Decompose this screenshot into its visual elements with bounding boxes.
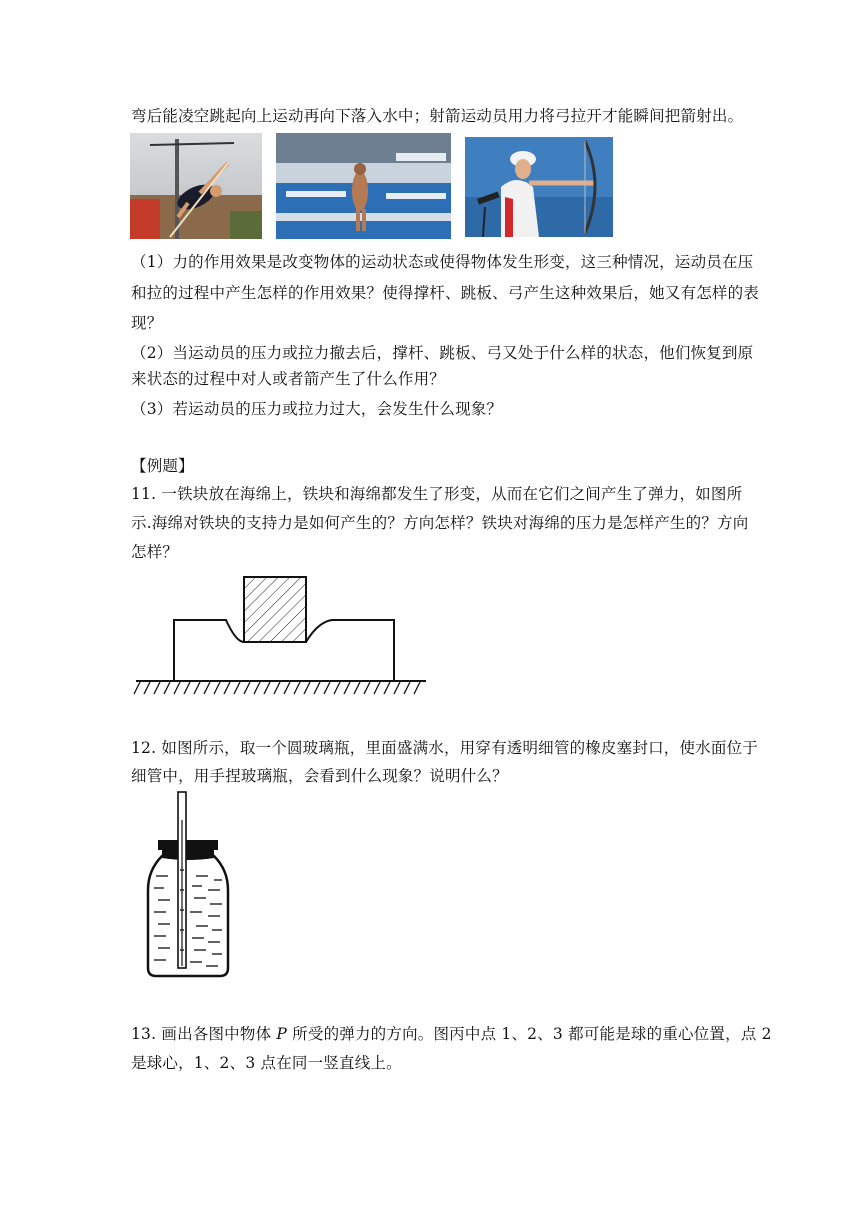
object-p-label: P [276,1025,288,1043]
problem-11-line-1: 11. 一铁块放在海绵上，铁块和海绵都发生了形变，从而在它们之间产生了弹力，如图所 [131,485,743,503]
question-1-line-2: 和拉的过程中产生怎样的作用效果？使得撑杆、跳板、弓产生这种效果后，她又有怎样的表 [131,284,760,302]
rubber-stopper [158,840,218,850]
problem-13-line-2: 是球心，1、2、3 点在同一竖直线上。 [131,1054,402,1072]
problem-13-text-a: 13. 画出各图中物体 [131,1025,277,1043]
diving-photo [276,133,451,239]
intro-text: 弯后能凌空跳起向上运动再向下落入水中；射箭运动员用力将弓拉开才能瞬间把箭射出。 [131,107,744,125]
pole-vault-photo [130,133,262,239]
problem-11-line-3: 怎样？ [131,543,179,561]
iron-block-sponge-figure [134,574,434,698]
question-1-line-1: （1）力的作用效果是改变物体的运动状态或使得物体发生形变，这三种情况，运动员在压 [131,253,754,271]
water-marks [154,870,222,966]
ground-hatch [134,682,420,694]
question-2-line-2: 来状态的过程中对人或者箭产生了什么作用？ [131,370,446,388]
example-heading: 【例题】 [131,457,194,475]
question-3: （3）若运动员的压力或拉力过大，会发生什么现象？ [131,400,503,418]
question-1-line-3: 现？ [131,314,163,332]
problem-11-line-2: 示.海绵对铁块的支持力是如何产生的？方向怎样？铁块对海绵的压力是怎样产生的？方向 [131,514,749,532]
question-2-line-1: （2）当运动员的压力或拉力撤去后，撑杆、跳板、弓又处于什么样的状态，他们恢复到原 [131,344,754,362]
problem-12-line-2: 细管中，用手捏玻璃瓶，会看到什么现象？说明什么？ [131,767,508,785]
iron-block [244,577,306,642]
glass-bottle-figure [144,790,234,980]
archery-photo [465,137,613,237]
problem-12-line-1: 12. 如图所示，取一个圆玻璃瓶，里面盛满水，用穿有透明细管的橡皮塞封口，使水面位于 [131,739,758,757]
problem-13-line-1 [131,1022,772,1044]
problem-13-text-b: 所受的弹力的方向。图丙中点 1、2、3 都可能是球的重心位置，点 2 [287,1025,772,1043]
